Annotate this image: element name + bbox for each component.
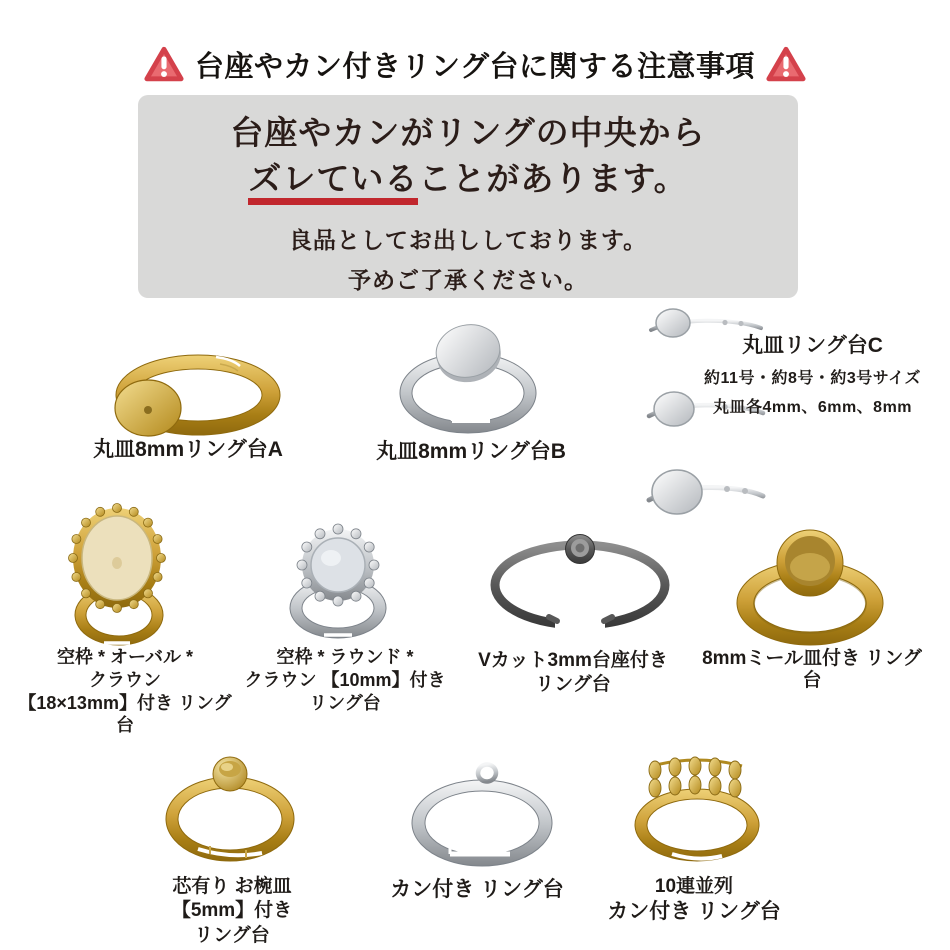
- notice-sub-2: 予めご了承ください。: [348, 266, 588, 293]
- product-photo-kan: [402, 760, 562, 872]
- product-photo-crown-round: [276, 523, 401, 641]
- notice-line-2: [248, 158, 687, 201]
- product-photo-ring-b: [392, 320, 542, 438]
- caption-ring-c-pads: 丸皿各4mm、6mm、8mm: [712, 399, 913, 416]
- notice-underlined-text: ズレている: [248, 160, 418, 205]
- caption-ring-a: 丸皿8mmリング台A: [93, 438, 283, 461]
- product-photo-ten-loop: [622, 752, 772, 864]
- product-photo-ring-a: [98, 342, 288, 442]
- caption-mill-8mm: 8mmミール皿付き リング台: [702, 648, 922, 692]
- notice-box: [138, 95, 798, 298]
- page-title: 台座やカン付きリング台に関する注意事項: [195, 51, 755, 83]
- product-photo-crown-oval: [57, 503, 187, 648]
- caption-ring-c-title: 丸皿リング台C: [742, 334, 883, 357]
- caption-crown-round: 空枠 * ラウンド * クラウン 【10mm】付き リング台: [244, 647, 446, 714]
- product-photo-ring-c-large: [643, 460, 768, 522]
- caption-ring-c: [700, 329, 925, 417]
- notice-line-2-rest: ことがあります。: [418, 159, 688, 197]
- warning-triangle-icon: [765, 45, 807, 84]
- warning-triangle-icon: [143, 45, 185, 84]
- notice-sub-1: 良品としてお出ししております。: [288, 226, 648, 253]
- notice-line-1: 台座やカンがリングの中央から: [230, 114, 706, 151]
- product-photo-vcut: [483, 533, 678, 638]
- caption-ring-b: 丸皿8mmリング台B: [376, 440, 566, 463]
- product-photo-mill-8mm: [722, 528, 897, 648]
- header: [0, 44, 950, 85]
- product-photo-bowl-5mm: [158, 752, 303, 867]
- caption-bowl-5mm: 芯有り お椀皿 【5mm】付き リング台: [171, 876, 293, 946]
- caption-kan: カン付き リング台: [390, 878, 564, 901]
- caption-ten-loop: 10連並列 カン付き リング台: [607, 876, 781, 924]
- caption-ring-c-sizes: 約11号・約8号・約3号サイズ: [704, 370, 921, 387]
- caption-crown-oval: 空枠 * オーバル * クラウン 【18×13mm】付き リング台: [18, 647, 232, 735]
- caption-vcut: Vカット3mm台座付き リング台: [478, 650, 668, 696]
